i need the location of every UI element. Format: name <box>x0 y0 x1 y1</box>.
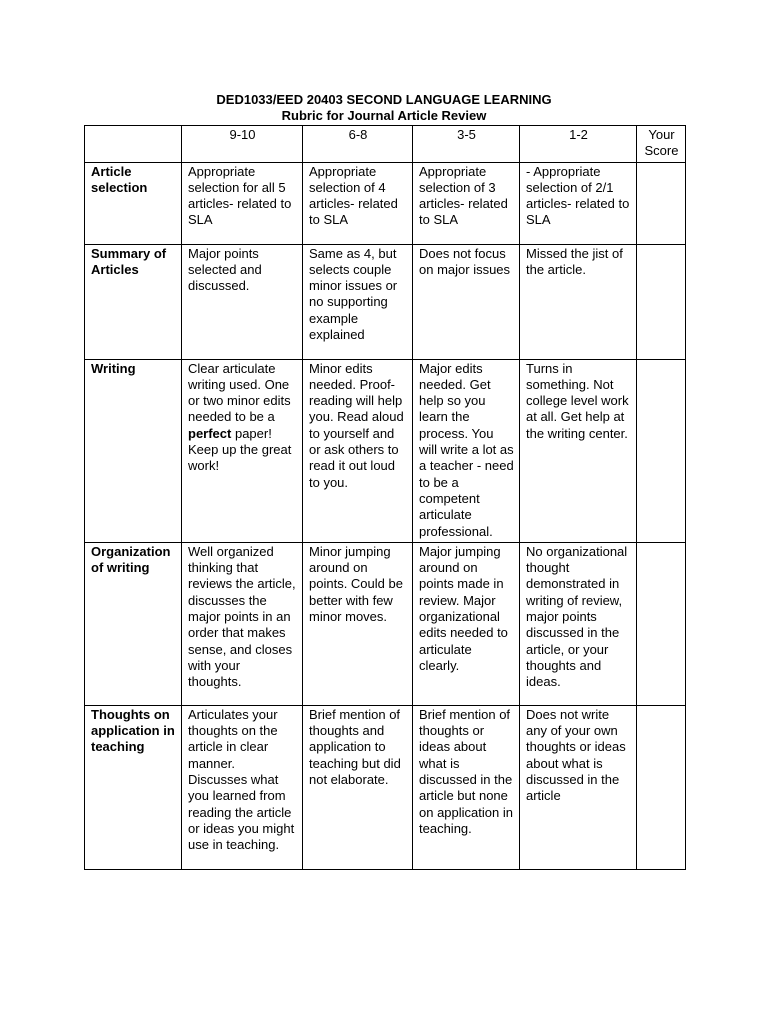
rubric-cell: Brief mention of thoughts and application to teaching but did not elaborate. <box>303 705 413 869</box>
criterion-cell: Organization of writing <box>85 542 182 705</box>
rubric-table <box>84 125 686 870</box>
rubric-cell: Appropriate selection of 3 articles- related to SLA <box>413 162 520 244</box>
document-subtitle: Rubric for Journal Article Review <box>281 108 487 123</box>
header-cell-score-3-5: 3-5 <box>413 126 520 163</box>
rubric-cell: Articulates your thoughts on the article in clear manner. Discusses what you learned from reading the article or ideas you might use in teaching. <box>182 705 303 869</box>
table-row <box>85 359 686 542</box>
rubric-cell: Clear articulate writing used. One or two minor edits needed to be a perfect paper! Keep up the great work! <box>182 359 303 542</box>
rubric-cell: Well organized thinking that reviews the article, discusses the major points in an order that makes sense, and closes with your thoughts. <box>182 542 303 705</box>
document-title: DED1033/EED 20403 SECOND LANGUAGE LEARNING <box>216 92 552 107</box>
rubric-cell: - Appropriate selection of 2/1 articles- related to SLA <box>520 162 637 244</box>
header-cell-score-1-2: 1-2 <box>520 126 637 163</box>
header-row <box>85 126 686 163</box>
rubric-cell: Minor edits needed. Proof-reading will help you. Read aloud to yourself and or ask others to read it out loud to you. <box>303 359 413 542</box>
rubric-cell: No organizational thought demonstrated in writing of review, major points discussed in the article, or your thoughts and ideas. <box>520 542 637 705</box>
rubric-cell: Appropriate selection for all 5 articles- related to SLA <box>182 162 303 244</box>
score-cell <box>637 542 686 705</box>
header-cell-score-6-8: 6-8 <box>303 126 413 163</box>
score-cell <box>637 244 686 359</box>
rubric-cell: Brief mention of thoughts or ideas about what is discussed in the article but none on application in teaching. <box>413 705 520 869</box>
header-cell-score-9-10: 9-10 <box>182 126 303 163</box>
rubric-cell: Appropriate selection of 4 articles- related to SLA <box>303 162 413 244</box>
rubric-cell: Does not write any of your own thoughts or ideas about what is discussed in the article <box>520 705 637 869</box>
score-cell <box>637 359 686 542</box>
score-cell <box>637 162 686 244</box>
criterion-cell: Thoughts on application in teaching <box>85 705 182 869</box>
rubric-cell: Does not focus on major issues <box>413 244 520 359</box>
header-cell-criterion <box>85 126 182 163</box>
score-cell <box>637 705 686 869</box>
rubric-cell: Major edits needed. Get help so you learn the process. You will write a lot as a teacher - need to be a competent articulate professional. <box>413 359 520 542</box>
table-row <box>85 542 686 705</box>
header-cell-your-score: Your Score <box>637 126 686 163</box>
table-row <box>85 244 686 359</box>
criterion-cell: Writing <box>85 359 182 542</box>
table-row <box>85 162 686 244</box>
rubric-cell: Major points selected and discussed. <box>182 244 303 359</box>
criterion-cell: Summary of Articles <box>85 244 182 359</box>
title-block <box>0 92 768 124</box>
criterion-cell: Article selection <box>85 162 182 244</box>
table-row <box>85 705 686 869</box>
rubric-cell: Major jumping around on points made in review. Major organizational edits needed to articulate clearly. <box>413 542 520 705</box>
emphasized-word: perfect <box>188 425 232 441</box>
rubric-cell: Minor jumping around on points. Could be better with few minor moves. <box>303 542 413 705</box>
rubric-cell: Same as 4, but selects couple minor issues or no supporting example explained <box>303 244 413 359</box>
rubric-cell: Turns in something. Not college level work at all. Get help at the writing center. <box>520 359 637 542</box>
rubric-cell: Missed the jist of the article. <box>520 244 637 359</box>
